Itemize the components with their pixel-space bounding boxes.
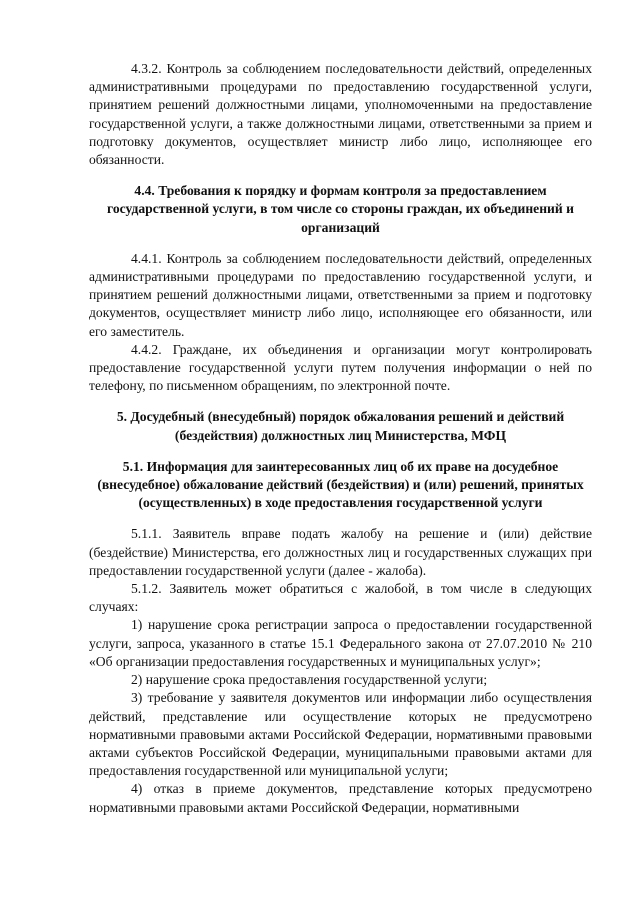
list-item-3: 3) требование у заявителя документов или информации либо осуществления действий, представление или осуществление которых не предусмотрено нормативными правовыми актами Российской Федерации, нормативными правовыми актами субъектов Российской Федерации, муниципальными правовыми актами для предоставления государственной или муниципальной услуги; [89,690,592,779]
paragraph-4-3-2: 4.3.2. Контроль за соблюдением последовательности действий, определенных административными процедурами по предоставлению государственной услуги, принятием решений должностными лицами, уполномоченными на предоставление государственной услуги, а также должностными лицами, ответственными за прием и подготовку документов, осуществляет министр либо лицо, исполняющее его обязанности. [89,61,592,168]
heading-5: 5. Досудебный (внесудебный) порядок обжалования решений и действий (бездействия) должностных лиц Министерства, МФЦ [116,409,565,443]
paragraph-4-4-1: 4.4.1. Контроль за соблюдением последовательности действий, определенных административными процедурами по предоставлению государственной услуги, и принятием решений должностными лицами, ответственными за прием и подготовку документов, осуществляет министр либо лицо, исполняющее его обязанности, или его заместитель. [89,250,592,339]
list-item-4: 4) отказ в приеме документов, представление которых предусмотрено нормативными правовыми актами Российской Федерации, нормативными [89,781,592,815]
list-item-1: 1) нарушение срока регистрации запроса о предоставлении государственной услуги, запроса, указанного в статье 15.1 Федерального закона от 27.07.2010 № 210 «Об организации предоставления государственных и муниципальных услуг»; [89,617,592,669]
heading-4-4: 4.4. Требования к порядку и формам контроля за предоставлением государственной услуги, в том числе со стороны граждан, их объединений и организаций [107,183,574,235]
heading-5-1: 5.1. Информация для заинтересованных лиц об их праве на досудебное (внесудебное) обжалование действий (бездействия) и (или) решений, принятых (осуществленных) в ходе предоставления государственной услуги [97,458,584,511]
paragraph-5-1-1: 5.1.1. Заявитель вправе подать жалобу на решение и (или) действие (бездействие) Министерства, его должностных лиц и государственных служащих при предоставлении государственной услуги (далее - жалоба). [89,526,592,578]
paragraph-5-1-2: 5.1.2. Заявитель может обратиться с жалобой, в том числе в следующих случаях: [89,581,592,615]
paragraph-4-4-2: 4.4.2. Граждане, их объединения и организации могут контролировать предоставление государственной услуги путем получения информации о ней по телефону, по письменном обращениям, по электронной почте. [89,341,592,394]
list-item-2: 2) нарушение срока предоставления государственной услуги; [131,672,488,688]
